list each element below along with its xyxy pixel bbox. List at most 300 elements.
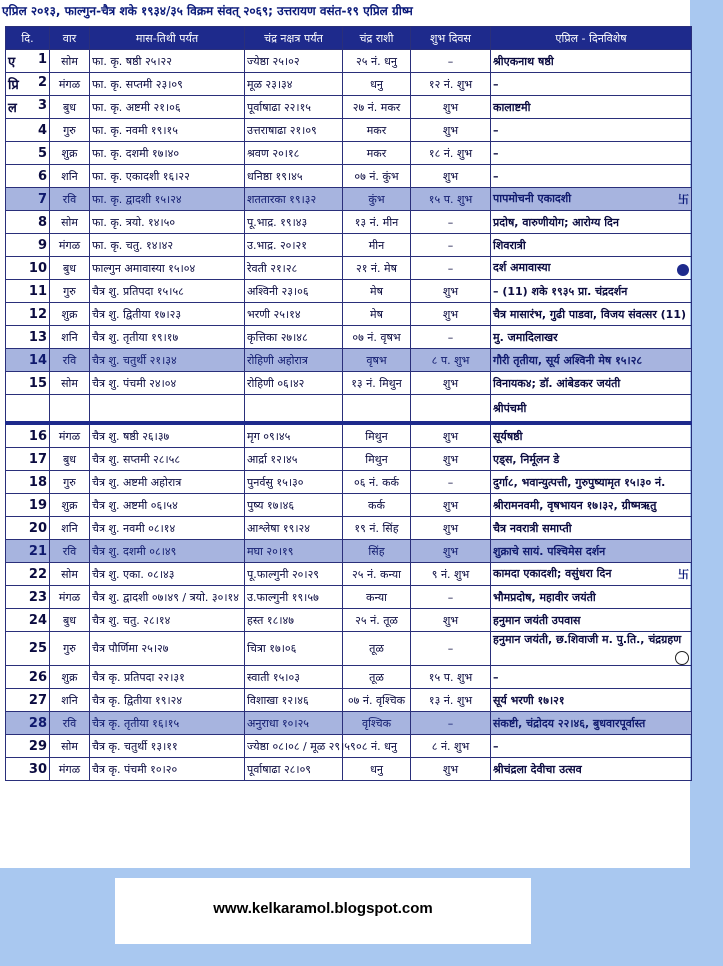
- tithi-cell: फा. कृ. दशमी १७।४०: [90, 142, 245, 165]
- tithi-cell: फा. कृ. सप्तमी २३।०९: [90, 73, 245, 96]
- day-cell: [6, 119, 50, 142]
- day-cell: [6, 165, 50, 188]
- note-text: शुक्राचे सायं. पश्चिमेस दर्शन: [493, 544, 606, 558]
- day-cell: [6, 494, 50, 517]
- day-cell: [6, 735, 50, 758]
- nakshatra-cell: विशाखा १२।४६: [245, 689, 343, 712]
- month-letter: ए: [8, 55, 16, 70]
- shubh-cell: शुभ: [411, 540, 491, 563]
- day-cell: [6, 609, 50, 632]
- shubh-cell: १३ नं. शुभ: [411, 689, 491, 712]
- nakshatra-cell: पुनर्वसु १५।३०: [245, 471, 343, 494]
- tithi-cell: चैत्र कृ. तृतीया १६।१५: [90, 712, 245, 735]
- shubh-cell: शुभ: [411, 280, 491, 303]
- note-cell: [491, 326, 692, 349]
- nakshatra-cell: रोहिणी ०६।४२: [245, 372, 343, 395]
- blog-url[interactable]: www.kelkaramol.blogspot.com: [213, 900, 433, 917]
- weekday-cell: शुक्र: [50, 142, 90, 165]
- note-cell: [491, 563, 692, 586]
- tithi-cell: [90, 395, 245, 424]
- day-number: 9: [37, 237, 47, 253]
- day-number: 14: [28, 352, 47, 368]
- day-number: 2: [37, 75, 47, 90]
- nakshatra-cell: अनुराधा १०।२५: [245, 712, 343, 735]
- shubh-cell: शुभ: [411, 494, 491, 517]
- weekday-cell: शुक्र: [50, 494, 90, 517]
- weekday-cell: रवि: [50, 188, 90, 211]
- nakshatra-cell: मघा २०।१९: [245, 540, 343, 563]
- rashi-cell: कुंभ: [343, 188, 411, 211]
- day-number: 8: [37, 214, 47, 230]
- nakshatra-cell: ज्येष्ठा ०८।०८ / मूळ २९।५९: [245, 735, 343, 758]
- day-number: 3: [37, 98, 47, 113]
- note-cell: [491, 448, 692, 471]
- tithi-cell: फा. कृ. द्वादशी १५।२४: [90, 188, 245, 211]
- footer-box: [115, 878, 531, 944]
- weekday-cell: शनि: [50, 689, 90, 712]
- note-cell: [491, 50, 692, 73]
- nakshatra-cell: श्रवण २०।१८: [245, 142, 343, 165]
- tithi-cell: चैत्र शु. एका. ०८।४३: [90, 563, 245, 586]
- nakshatra-cell: पू.फाल्गुनी २०।२९: [245, 563, 343, 586]
- note-text: श्रीपंचमी: [493, 401, 527, 415]
- nakshatra-cell: पू.भाद्र. १९।४३: [245, 211, 343, 234]
- note-cell: [491, 586, 692, 609]
- tithi-cell: फा. कृ. चतु. १४।४२: [90, 234, 245, 257]
- weekday-cell: सोम: [50, 50, 90, 73]
- note-cell: [491, 609, 692, 632]
- tithi-cell: चैत्र शु. द्वादशी ०७।४९ / त्रयो. ३०।१४: [90, 586, 245, 609]
- day-cell: [6, 586, 50, 609]
- day-cell: [6, 448, 50, 471]
- column-header: चंद्र राशी: [343, 27, 411, 50]
- day-cell: [6, 712, 50, 735]
- day-cell: [6, 211, 50, 234]
- note-cell: [491, 257, 692, 280]
- shubh-cell: १५ प. शुभ: [411, 666, 491, 689]
- table-row: [6, 326, 692, 349]
- shubh-cell: –: [411, 326, 491, 349]
- rashi-cell: मकर: [343, 142, 411, 165]
- tithi-cell: चैत्र शु. चतुर्थी २१।३४: [90, 349, 245, 372]
- day-number: 15: [28, 375, 47, 391]
- day-cell: [6, 423, 50, 448]
- rashi-cell: कन्या: [343, 586, 411, 609]
- note-cell: [491, 540, 692, 563]
- note-text: –: [493, 77, 499, 91]
- shubh-cell: शुभ: [411, 165, 491, 188]
- nakshatra-cell: चित्रा १७।०६: [245, 632, 343, 666]
- weekday-cell: सोम: [50, 211, 90, 234]
- month-letter: प्रि: [8, 78, 19, 93]
- note-cell: [491, 494, 692, 517]
- rashi-cell: तूळ: [343, 666, 411, 689]
- note-text: शिवरात्री: [493, 238, 526, 252]
- day-cell: [6, 372, 50, 395]
- day-number: 13: [28, 329, 47, 345]
- note-text: श्रीएकनाथ षष्ठी: [493, 54, 554, 68]
- weekday-cell: बुध: [50, 448, 90, 471]
- column-header: शुभ दिवस: [411, 27, 491, 50]
- table-row: [6, 471, 692, 494]
- weekday-cell: बुध: [50, 609, 90, 632]
- note-cell: [491, 119, 692, 142]
- weekday-cell: सोम: [50, 735, 90, 758]
- tithi-cell: चैत्र पौर्णिमा २५।२७: [90, 632, 245, 666]
- shubh-cell: शुभ: [411, 119, 491, 142]
- table-row: [6, 632, 692, 666]
- rashi-cell: २१ नं. मेष: [343, 257, 411, 280]
- rashi-cell: ०७ नं. वृषभ: [343, 326, 411, 349]
- day-number: 25: [28, 641, 47, 656]
- weekday-cell: [50, 395, 90, 424]
- note-text: –: [493, 169, 499, 183]
- weekday-cell: गुरु: [50, 119, 90, 142]
- note-text: दुर्गा८, भवान्युत्पत्ती, गुरुपुष्यामृत १५।३० नं.: [493, 475, 666, 489]
- note-text: – (11) शके १९३५ प्रा. चंद्रदर्शन: [493, 284, 628, 298]
- day-number: 4: [37, 122, 47, 138]
- calendar-header: एप्रिल २०१३, फाल्गुन-चैत्र शके १९३४/३५ विक्रम संवत् २०६९; उत्तरायण वसंत-१९ एप्रिल ग्रीष्म: [2, 4, 413, 18]
- note-text: विनायक४; डॉ. आंबेडकर जयंती: [493, 376, 621, 390]
- note-text: चैत्र मासारंभ, गुढी पाडवा, विजय संवत्सर (11): [493, 307, 687, 321]
- nakshatra-cell: रेवती २१।२८: [245, 257, 343, 280]
- table-row: [6, 395, 692, 424]
- nakshatra-cell: पूर्वाषाढा २८।०९: [245, 758, 343, 781]
- day-cell: [6, 632, 50, 666]
- table-row: [6, 73, 692, 96]
- day-cell: [6, 73, 50, 96]
- new-moon-icon: [677, 264, 689, 276]
- table-row: [6, 494, 692, 517]
- note-cell: [491, 666, 692, 689]
- shubh-cell: शुभ: [411, 372, 491, 395]
- shubh-cell: –: [411, 257, 491, 280]
- day-cell: [6, 96, 50, 119]
- note-text: प्रदोष, वारुणीयोग; आरोग्य दिन: [493, 215, 619, 229]
- column-header: मास-तिथी पर्यंत: [90, 27, 245, 50]
- weekday-cell: मंगळ: [50, 73, 90, 96]
- shubh-cell: –: [411, 712, 491, 735]
- weekday-cell: सोम: [50, 563, 90, 586]
- note-cell: [491, 471, 692, 494]
- tithi-cell: चैत्र शु. नवमी ०८।१४: [90, 517, 245, 540]
- nakshatra-cell: पुष्य १७।४६: [245, 494, 343, 517]
- rashi-cell: मेष: [343, 280, 411, 303]
- table-row: [6, 234, 692, 257]
- column-header: चंद्र नक्षत्र पर्यंत: [245, 27, 343, 50]
- nakshatra-cell: हस्त १८।४७: [245, 609, 343, 632]
- nakshatra-cell: स्वाती १५।०३: [245, 666, 343, 689]
- rashi-cell: सिंह: [343, 540, 411, 563]
- tithi-cell: चैत्र शु. अष्टमी ०६।५४: [90, 494, 245, 517]
- day-cell: [6, 234, 50, 257]
- day-number: 12: [28, 306, 47, 322]
- rashi-cell: ०८ नं. धनु: [343, 735, 411, 758]
- rashi-cell: वृश्चिक: [343, 712, 411, 735]
- nakshatra-cell: उत्तराषाढा २१।०९: [245, 119, 343, 142]
- nakshatra-cell: भरणी २५।१४: [245, 303, 343, 326]
- day-cell: [6, 349, 50, 372]
- note-text: श्रीचंद्रला देवीचा उत्सव: [493, 762, 582, 776]
- tithi-cell: चैत्र शु. चतु. २८।१४: [90, 609, 245, 632]
- table-row: [6, 280, 692, 303]
- nakshatra-cell: ज्येष्ठा २५।०२: [245, 50, 343, 73]
- day-number: 26: [28, 669, 47, 685]
- day-number: 5: [37, 145, 47, 161]
- table-row: [6, 666, 692, 689]
- note-text: –: [493, 123, 499, 137]
- column-header: वार: [50, 27, 90, 50]
- nakshatra-cell: मूळ २३।३४: [245, 73, 343, 96]
- day-number: 29: [28, 738, 47, 754]
- day-cell: [6, 540, 50, 563]
- calendar-body: [6, 50, 692, 781]
- shubh-cell: १५ प. शुभ: [411, 188, 491, 211]
- table-row: [6, 257, 692, 280]
- tithi-cell: चैत्र शु. दशमी ०८।४९: [90, 540, 245, 563]
- shubh-cell: [411, 395, 491, 424]
- shubh-cell: १८ नं. शुभ: [411, 142, 491, 165]
- shubh-cell: शुभ: [411, 517, 491, 540]
- weekday-cell: शनि: [50, 165, 90, 188]
- note-cell: [491, 349, 692, 372]
- table-row: [6, 303, 692, 326]
- day-cell: [6, 758, 50, 781]
- tithi-cell: चैत्र शु. तृतीया १९।१७: [90, 326, 245, 349]
- day-number: 1: [37, 52, 47, 67]
- table-row: [6, 712, 692, 735]
- rashi-cell: मकर: [343, 119, 411, 142]
- shubh-cell: शुभ: [411, 609, 491, 632]
- table-row: [6, 689, 692, 712]
- nakshatra-cell: कृत्तिका २७।४८: [245, 326, 343, 349]
- day-number: 7: [37, 191, 47, 207]
- shubh-cell: –: [411, 211, 491, 234]
- rashi-cell: ०६ नं. कर्क: [343, 471, 411, 494]
- note-text: गौरी तृतीया, सूर्य अश्विनी मेष १५।२८: [493, 353, 643, 367]
- note-cell: [491, 73, 692, 96]
- tithi-cell: चैत्र शु. अष्टमी अहोरात्र: [90, 471, 245, 494]
- weekday-cell: सोम: [50, 372, 90, 395]
- tithi-cell: चैत्र शु. षष्ठी २६।३७: [90, 423, 245, 448]
- note-text: भौमप्रदोष, महावीर जयंती: [493, 590, 596, 604]
- table-row: [6, 517, 692, 540]
- day-number: 24: [28, 612, 47, 628]
- note-text: एड्स, निर्मूलन डे: [493, 452, 560, 466]
- tithi-cell: चैत्र शु. सप्तमी २८।५८: [90, 448, 245, 471]
- tithi-cell: फा. कृ. षष्ठी २५।२२: [90, 50, 245, 73]
- day-cell: [6, 689, 50, 712]
- table-row: [6, 540, 692, 563]
- note-cell: [491, 142, 692, 165]
- rashi-cell: २५ नं. तूळ: [343, 609, 411, 632]
- weekday-cell: रवि: [50, 349, 90, 372]
- weekday-cell: शनि: [50, 326, 90, 349]
- note-cell: [491, 234, 692, 257]
- tithi-cell: चैत्र शु. प्रतिपदा १५।५८: [90, 280, 245, 303]
- table-row: [6, 372, 692, 395]
- column-header: दि.: [6, 27, 50, 50]
- shubh-cell: १२ नं. शुभ: [411, 73, 491, 96]
- rashi-cell: २७ नं. मकर: [343, 96, 411, 119]
- note-text: श्रीरामनवमी, वृषभायन १७।३२, ग्रीष्मऋतु: [493, 498, 657, 512]
- day-cell: [6, 142, 50, 165]
- calendar-table: [5, 26, 692, 781]
- rashi-cell: ०७ नं. कुंभ: [343, 165, 411, 188]
- nakshatra-cell: उ.भाद्र. २०।२१: [245, 234, 343, 257]
- tithi-cell: चैत्र कृ. प्रतिपदा २२।३१: [90, 666, 245, 689]
- column-header: एप्रिल - दिनविशेष: [491, 27, 692, 50]
- table-row: [6, 609, 692, 632]
- nakshatra-cell: आश्लेषा १९।२४: [245, 517, 343, 540]
- note-cell: [491, 689, 692, 712]
- nakshatra-cell: मृग ०९।४५: [245, 423, 343, 448]
- rashi-cell: १९ नं. सिंह: [343, 517, 411, 540]
- header-row: [6, 27, 692, 50]
- rashi-cell: [343, 395, 411, 424]
- tithi-cell: चैत्र शु. पंचमी २४।०४: [90, 372, 245, 395]
- month-letter: ल: [8, 101, 17, 116]
- tithi-cell: फा. कृ. अष्टमी २१।०६: [90, 96, 245, 119]
- rashi-cell: २५ नं. कन्या: [343, 563, 411, 586]
- note-text: –: [493, 670, 499, 684]
- shubh-cell: –: [411, 632, 491, 666]
- table-row: [6, 448, 692, 471]
- note-text: हनुमान जयंती उपवास: [493, 613, 581, 627]
- weekday-cell: गुरु: [50, 632, 90, 666]
- nakshatra-cell: रोहिणी अहोरात्र: [245, 349, 343, 372]
- rashi-cell: १३ नं. मिथुन: [343, 372, 411, 395]
- weekday-cell: रवि: [50, 540, 90, 563]
- shubh-cell: शुभ: [411, 96, 491, 119]
- rashi-cell: तूळ: [343, 632, 411, 666]
- weekday-cell: मंगळ: [50, 758, 90, 781]
- day-number: 20: [28, 520, 47, 536]
- nakshatra-cell: उ.फाल्गुनी १९।५७: [245, 586, 343, 609]
- table-row: [6, 165, 692, 188]
- table-row: [6, 423, 692, 448]
- note-text: कामदा एकादशी; वसुंधरा दिन: [493, 567, 612, 580]
- table-row: [6, 50, 692, 73]
- day-number: 17: [28, 451, 47, 467]
- note-text: संकष्टी, चंद्रोदय २२।४६, बुधवारपूर्वास्त: [493, 716, 646, 730]
- swastik-icon: 卐: [678, 568, 689, 581]
- full-moon-icon: [675, 651, 689, 665]
- table-row: [6, 142, 692, 165]
- rashi-cell: कर्क: [343, 494, 411, 517]
- note-cell: [491, 517, 692, 540]
- day-cell: [6, 395, 50, 424]
- weekday-cell: शनि: [50, 517, 90, 540]
- note-cell: [491, 423, 692, 448]
- rashi-cell: वृषभ: [343, 349, 411, 372]
- nakshatra-cell: आर्द्रा १२।४५: [245, 448, 343, 471]
- day-cell: [6, 188, 50, 211]
- day-cell: [6, 280, 50, 303]
- day-number: 22: [28, 566, 47, 582]
- shubh-cell: –: [411, 234, 491, 257]
- day-number: 11: [28, 283, 47, 299]
- weekday-cell: शुक्र: [50, 666, 90, 689]
- tithi-cell: फाल्गुन अमावास्या १५।०४: [90, 257, 245, 280]
- nakshatra-cell: अश्विनी २३।०६: [245, 280, 343, 303]
- note-text: दर्श अमावास्या: [493, 261, 551, 274]
- weekday-cell: रवि: [50, 712, 90, 735]
- note-text: –: [493, 146, 499, 160]
- day-cell: [6, 563, 50, 586]
- note-cell: [491, 758, 692, 781]
- day-cell: [6, 471, 50, 494]
- note-cell: [491, 96, 692, 119]
- day-number: 30: [28, 761, 47, 777]
- note-cell: [491, 303, 692, 326]
- rashi-cell: धनु: [343, 758, 411, 781]
- day-cell: [6, 666, 50, 689]
- shubh-cell: ९ नं. शुभ: [411, 563, 491, 586]
- weekday-cell: गुरु: [50, 471, 90, 494]
- day-number: 18: [28, 474, 47, 490]
- tithi-cell: चैत्र कृ. द्वितीया १९।२४: [90, 689, 245, 712]
- day-number: 21: [28, 543, 47, 559]
- note-cell: [491, 372, 692, 395]
- rashi-cell: १३ नं. मीन: [343, 211, 411, 234]
- note-cell: [491, 280, 692, 303]
- note-text: मु. जमादिलाखर: [493, 330, 558, 344]
- table-row: [6, 563, 692, 586]
- shubh-cell: शुभ: [411, 303, 491, 326]
- shubh-cell: –: [411, 50, 491, 73]
- shubh-cell: शुभ: [411, 758, 491, 781]
- rashi-cell: मिथुन: [343, 448, 411, 471]
- rashi-cell: मीन: [343, 234, 411, 257]
- note-text: कालाष्टमी: [493, 100, 531, 114]
- table-row: [6, 758, 692, 781]
- swastik-icon: 卐: [678, 193, 689, 206]
- shubh-cell: शुभ: [411, 423, 491, 448]
- nakshatra-cell: शततारका १९।३२: [245, 188, 343, 211]
- day-number: 23: [28, 589, 47, 605]
- shubh-cell: शुभ: [411, 448, 491, 471]
- note-cell: [491, 632, 692, 666]
- shubh-cell: ८ नं. शुभ: [411, 735, 491, 758]
- day-cell: [6, 517, 50, 540]
- note-text: सूर्य भरणी १७।२१: [493, 693, 565, 707]
- nakshatra-cell: पूर्वाषाढा २२।१५: [245, 96, 343, 119]
- shubh-cell: –: [411, 586, 491, 609]
- rashi-cell: धनु: [343, 73, 411, 96]
- note-text: पापमोचनी एकादशी: [493, 192, 572, 205]
- weekday-cell: बुध: [50, 96, 90, 119]
- table-row: [6, 349, 692, 372]
- day-number: 10: [28, 260, 47, 276]
- note-cell: [491, 211, 692, 234]
- note-cell: [491, 188, 692, 211]
- day-cell: [6, 303, 50, 326]
- note-cell: [491, 712, 692, 735]
- day-number: 28: [28, 715, 47, 731]
- day-number: 27: [28, 692, 47, 708]
- nakshatra-cell: [245, 395, 343, 424]
- day-cell: [6, 257, 50, 280]
- day-number: 19: [28, 497, 47, 513]
- note-text: –: [493, 739, 499, 753]
- table-row: [6, 188, 692, 211]
- note-text: चैत्र नवरात्री समाप्ती: [493, 521, 572, 535]
- note-cell: [491, 735, 692, 758]
- weekday-cell: शुक्र: [50, 303, 90, 326]
- weekday-cell: मंगळ: [50, 586, 90, 609]
- note-text: सूर्यषष्ठी: [493, 429, 523, 443]
